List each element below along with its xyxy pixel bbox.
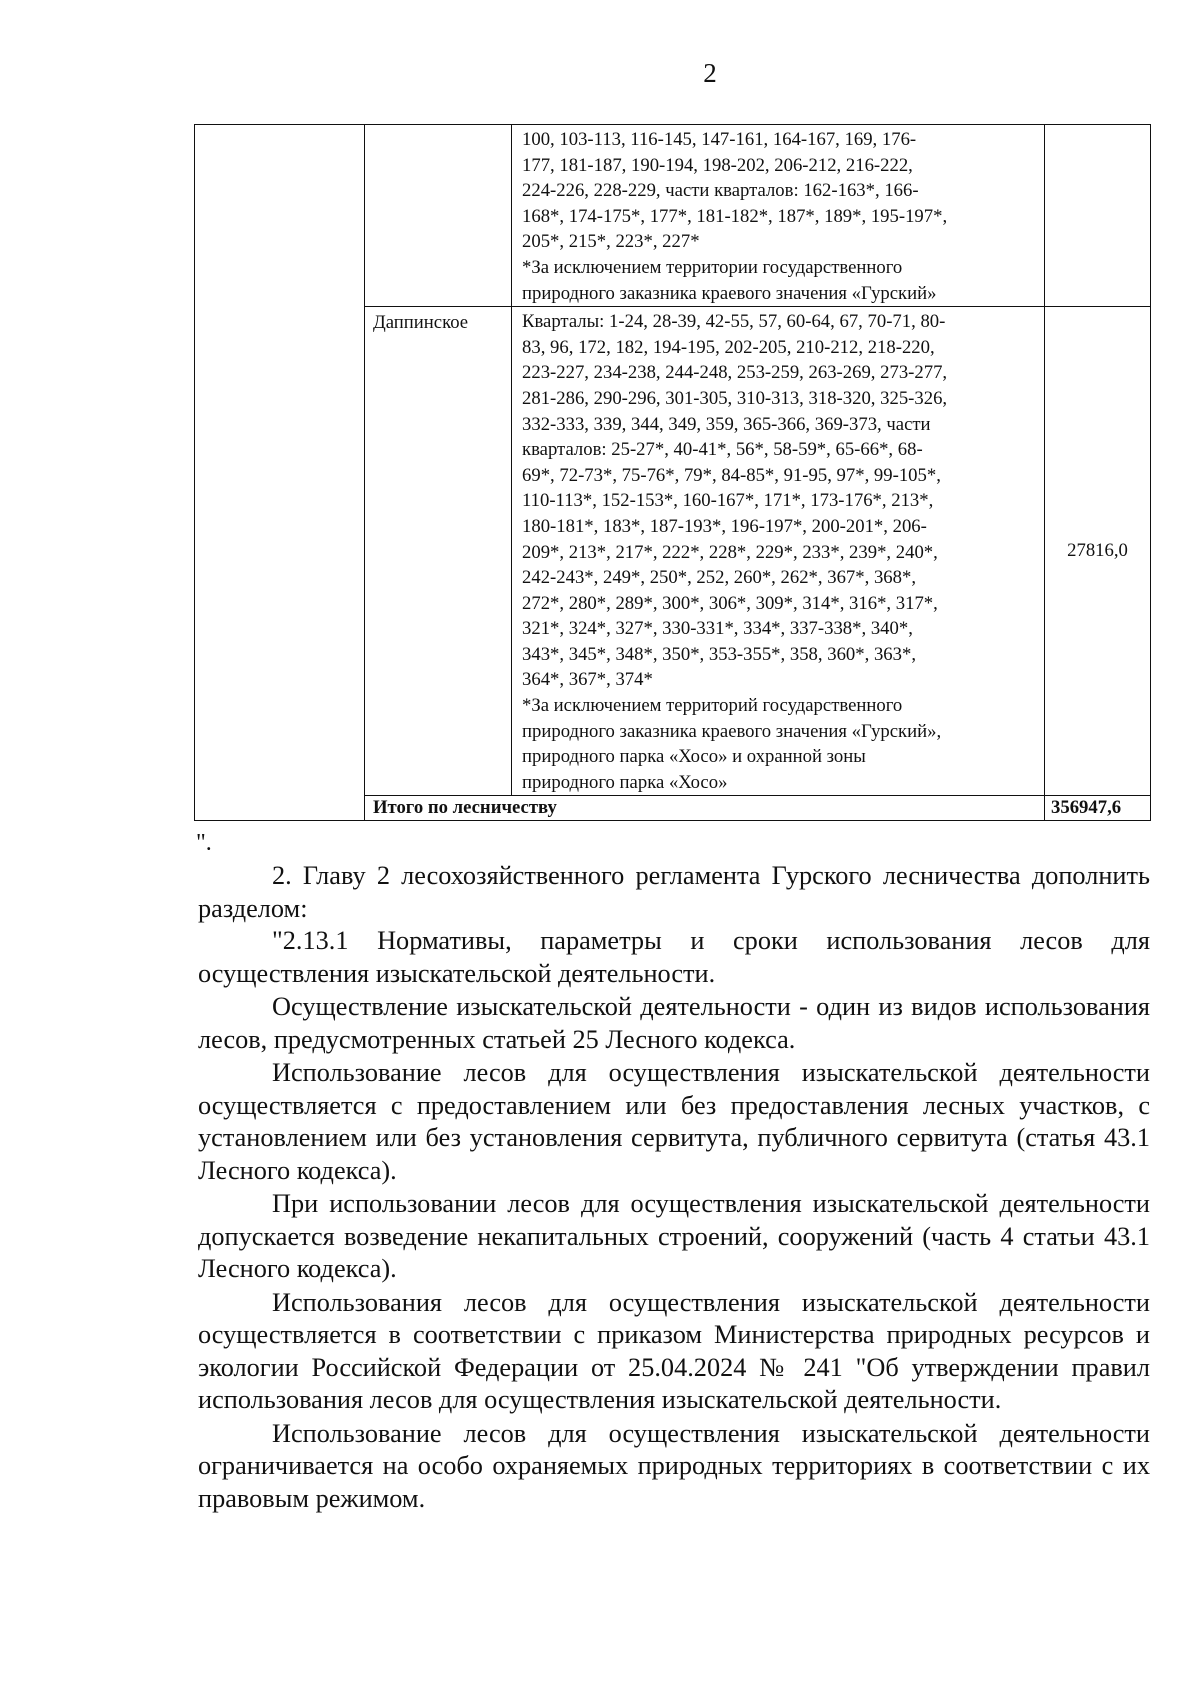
quarters-line: кварталов: 25-27*, 40-41*, 56*, 58-59*, 65-66*, 68- bbox=[522, 439, 923, 461]
forestry-table bbox=[194, 124, 1151, 821]
paragraph: 2. Главу 2 лесохозяйственного регламента Гурского лесничества дополнить разделом: bbox=[198, 861, 1150, 923]
quarters-line: 223-227, 234-238, 244-248, 253-259, 263-269, 273-277, bbox=[522, 362, 948, 384]
quarters-line: 205*, 215*, 223*, 227* bbox=[522, 231, 700, 253]
paragraph: При использовании лесов для осуществления изыскательской деятельности допускается возведение некапитальных строений, сооружений (часть 4 статьи 43.1 Лесного кодекса). bbox=[198, 1189, 1150, 1283]
quarters-line: *За исключением территории государственного bbox=[522, 256, 903, 278]
quarters-line: 209*, 213*, 217*, 222*, 228*, 229*, 233*, 239*, 240*, bbox=[522, 541, 938, 563]
paragraph: Использования лесов для осуществления изыскательской деятельности осуществляется в соответствии с приказом Министерства природных ресурсов и экологии Российской Федерации от 25.04.2024 № 241 "Об утверждении правил использования лесов для осуществления изыскательской деятельности. bbox=[198, 1287, 1150, 1414]
quarters-text bbox=[512, 307, 1044, 795]
quarters-line: 69*, 72-73*, 75-76*, 79*, 84-85*, 91-95, 97*, 99-105*, bbox=[522, 464, 941, 486]
quarters-line: 343*, 345*, 348*, 350*, 353-355*, 358, 360*, 363*, bbox=[522, 643, 916, 665]
quarters-cell bbox=[512, 307, 1045, 796]
closing-quote: ". bbox=[196, 830, 212, 856]
quarters-line: *За исключением территорий государственного bbox=[522, 695, 903, 717]
district-name-cell bbox=[365, 125, 512, 307]
quarters-text bbox=[512, 125, 1044, 306]
paragraph: Использование лесов для осуществления изыскательской деятельности осуществляется с предоставлением или без предоставления лесных участков, с установлением или без установления сервитута, публичного сервитута (статья 43.1 Лесного кодекса). bbox=[198, 1058, 1150, 1185]
amendment-text bbox=[198, 860, 1150, 1515]
paragraph: Использование лесов для осуществления изыскательской деятельности ограничивается на особо охраняемых природных территориях в соответствии с их правовым режимом. bbox=[198, 1418, 1150, 1513]
quarters-line: природного заказника краевого значения «Гурский» bbox=[522, 282, 937, 304]
quarters-line: 272*, 280*, 289*, 300*, 306*, 309*, 314*, 316*, 317*, bbox=[522, 592, 938, 614]
total-label: Итого по лесничеству bbox=[365, 796, 1045, 821]
forestry-cell bbox=[195, 125, 365, 821]
forestry-table-wrapper bbox=[194, 124, 1150, 821]
quarters-line: 224-226, 228-229, части кварталов: 162-163*, 166- bbox=[522, 180, 919, 202]
district-name-cell: Даппинское bbox=[365, 307, 512, 796]
quarters-cell bbox=[512, 125, 1045, 307]
quarters-line: 83, 96, 172, 182, 194-195, 202-205, 210-212, 218-220, bbox=[522, 336, 935, 358]
quarters-line: 168*, 174-175*, 177*, 181-182*, 187*, 189*, 195-197*, bbox=[522, 205, 948, 227]
quarters-line: 100, 103-113, 116-145, 147-161, 164-167, 169, 176- bbox=[522, 129, 917, 150]
quarters-line: 177, 181-187, 190-194, 198-202, 206-212, 216-222, bbox=[522, 154, 913, 176]
quarters-line: природного парка «Хосо» bbox=[522, 771, 728, 793]
paragraph: "2.13.1 Нормативы, параметры и сроки использования лесов для осуществления изыскательской деятельности. bbox=[198, 926, 1150, 988]
paragraph: Осуществление изыскательской деятельности - один из видов использования лесов, предусмотренных статьей 25 Лесного кодекса. bbox=[198, 992, 1150, 1054]
quarters-line: 321*, 324*, 327*, 330-331*, 334*, 337-338*, 340*, bbox=[522, 618, 913, 640]
quarters-line: 364*, 367*, 374* bbox=[522, 669, 653, 691]
page-number: 2 bbox=[703, 58, 717, 88]
quarters-line: Кварталы: 1-24, 28-39, 42-55, 57, 60-64, 67, 70-71, 80- bbox=[522, 311, 946, 333]
total-value: 356947,6 bbox=[1045, 796, 1151, 821]
quarters-line: 180-181*, 183*, 187-193*, 196-197*, 200-201*, 206- bbox=[522, 515, 927, 537]
area-cell: 27816,0 bbox=[1045, 307, 1151, 796]
quarters-line: 281-286, 290-296, 301-305, 310-313, 318-320, 325-326, bbox=[522, 387, 948, 409]
table-row bbox=[195, 125, 1151, 307]
quarters-line: 110-113*, 152-153*, 160-167*, 171*, 173-176*, 213*, bbox=[522, 490, 934, 512]
quarters-line: природного парка «Хосо» и охранной зоны bbox=[522, 746, 866, 768]
quarters-line: 242-243*, 249*, 250*, 252, 260*, 262*, 367*, 368*, bbox=[522, 567, 916, 589]
quarters-line: природного заказника краевого значения «Гурский», bbox=[522, 720, 942, 742]
area-cell bbox=[1045, 125, 1151, 307]
quarters-line: 332-333, 339, 344, 349, 359, 365-366, 369-373, части bbox=[522, 413, 931, 435]
